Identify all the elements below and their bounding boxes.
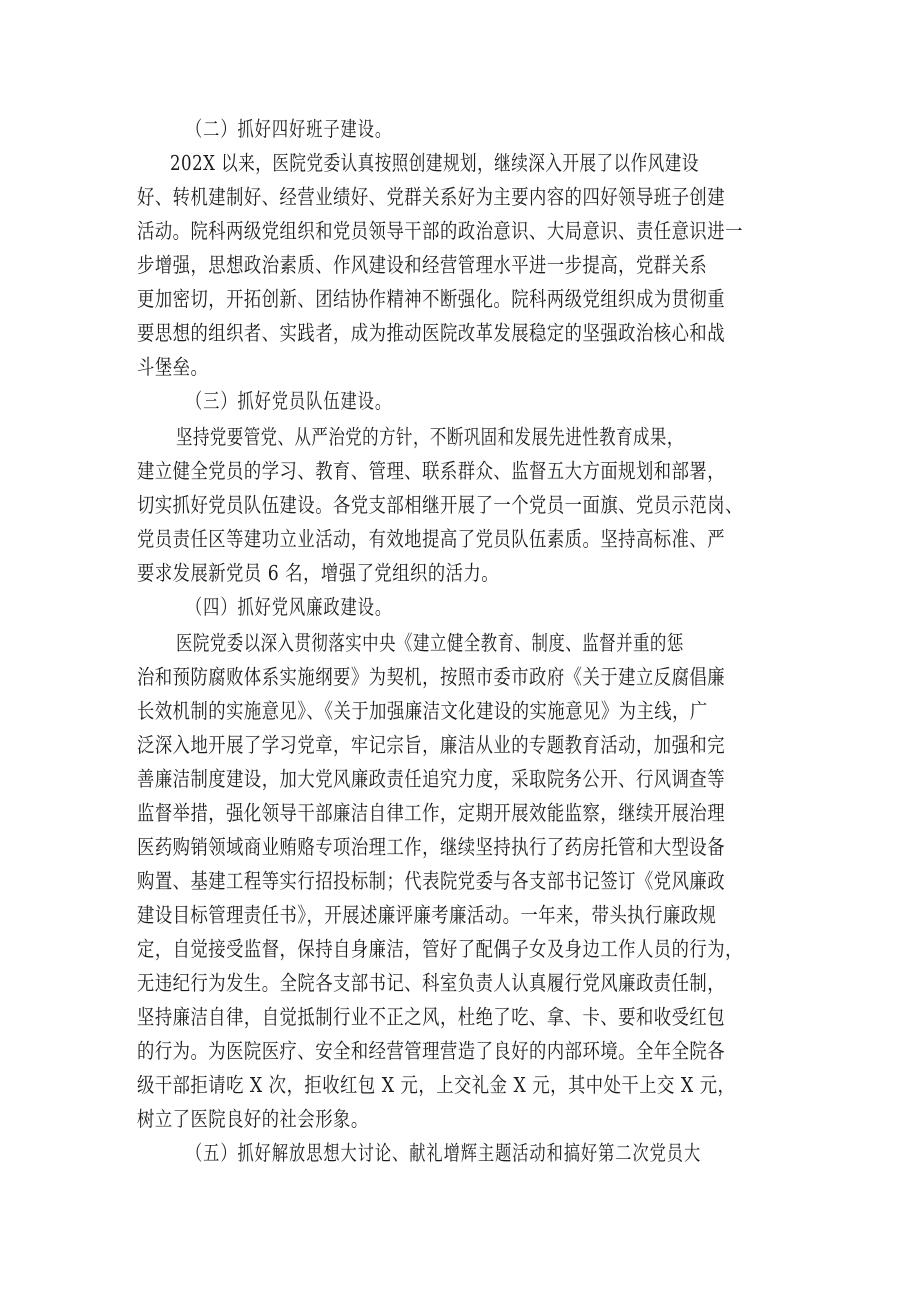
paragraph-line: 树立了医院良好的社会形象。: [137, 1107, 369, 1131]
paragraph-line: 长效机制的实施意见》、《关于加强廉洁文化建设的实施意见》为主线，广: [137, 699, 708, 723]
paragraph-line: 要思想的组织者、实践者，成为推动医院改革发展稳定的坚强政治核心和战: [137, 321, 726, 345]
section-heading-2: （二）抓好四好班子建设。: [186, 117, 393, 141]
section-heading-5: （五）抓好解放思想大讨论、献礼增辉主题活动和搞好第二次党员大: [186, 1141, 702, 1165]
paragraph-line: 要求发展新党员 6 名，增强了党组织的活力。: [137, 561, 500, 585]
paragraph-line: 建设目标管理责任书》，开展述廉评廉考廉活动。一年来，带头执行廉政规: [137, 903, 717, 927]
paragraph-line: 坚持党要管党、从严治党的方针，不断巩固和发展先进性教育成果，: [176, 425, 684, 449]
section-heading-4: （四）抓好党风廉政建设。: [186, 595, 393, 619]
paragraph-line: 好、转机建制好、经营业绩好、党群关系好为主要内容的四好领导班子创建: [137, 185, 726, 209]
paragraph-line: 治和预防腐败体系实施纲要》为契机，按照市委市政府《关于建立反腐倡廉: [137, 665, 726, 689]
paragraph-line: 建立健全党员的学习、教育、管理、联系群众、监督五大方面规划和部署，: [137, 459, 726, 483]
paragraph-line: 医药购销领域商业贿赂专项治理工作，继续坚持执行了药房托管和大型设备: [137, 835, 726, 859]
paragraph-line: 泛深入地开展了学习党章，牢记宗旨，廉洁从业的专题教育活动，加强和完: [137, 733, 726, 757]
paragraph-line: 斗堡垒。: [137, 355, 209, 379]
paragraph-line: 购置、基建工程等实行招投标制；代表院党委与各支部书记签订《党风廉政: [137, 869, 726, 893]
paragraph-line: 坚持廉洁自律，自觉抵制行业不正之风，杜绝了吃、拿、卡、要和收受红包: [137, 1005, 726, 1029]
paragraph-line: 202X 以来，医院党委认真按照创建规划，继续深入开展了以作风建设: [170, 151, 699, 175]
paragraph-line: 善廉洁制度建设，加大党风廉政责任追究力度，采取院务公开、行风调查等: [137, 767, 726, 791]
paragraph-line: 级干部拒请吃 X 次，拒收红包 X 元，上交礼金 X 元，其中处干上交 X 元，: [137, 1073, 736, 1097]
paragraph-line: 医院党委以深入贯彻落实中央《建立健全教育、制度、监督并重的惩: [176, 631, 684, 655]
paragraph-line: 无违纪行为发生。全院各支部书记、科室负责人认真履行党风廉政责任制，: [137, 971, 726, 995]
section-heading-3: （三）抓好党员队伍建设。: [186, 389, 393, 413]
paragraph-line: 监督举措，强化领导干部廉洁自律工作，定期开展效能监察，继续开展治理: [137, 801, 726, 825]
paragraph-line: 的行为。为医院医疗、安全和经营管理营造了良好的内部环境。全年全院各: [137, 1039, 726, 1063]
paragraph-line: 定，自觉接受监督，保持自身廉洁，管好了配偶子女及身边工作人员的行为，: [137, 937, 743, 961]
paragraph-line: 活动。院科两级党组织和党员领导干部的政治意识、大局意识、责任意识进一: [137, 219, 743, 243]
paragraph-line: 党员责任区等建功立业活动，有效地提高了党员队伍素质。坚持高标准、严: [137, 527, 726, 551]
paragraph-line: 步增强，思想政治素质、作风建设和经营管理水平进一步提高，党群关系: [137, 253, 708, 277]
paragraph-line: 切实抓好党员队伍建设。各党支部相继开展了一个党员一面旗、党员示范岗、: [137, 493, 743, 517]
paragraph-line: 更加密切，开拓创新、团结协作精神不断强化。院科两级党组织成为贯彻重: [137, 287, 726, 311]
